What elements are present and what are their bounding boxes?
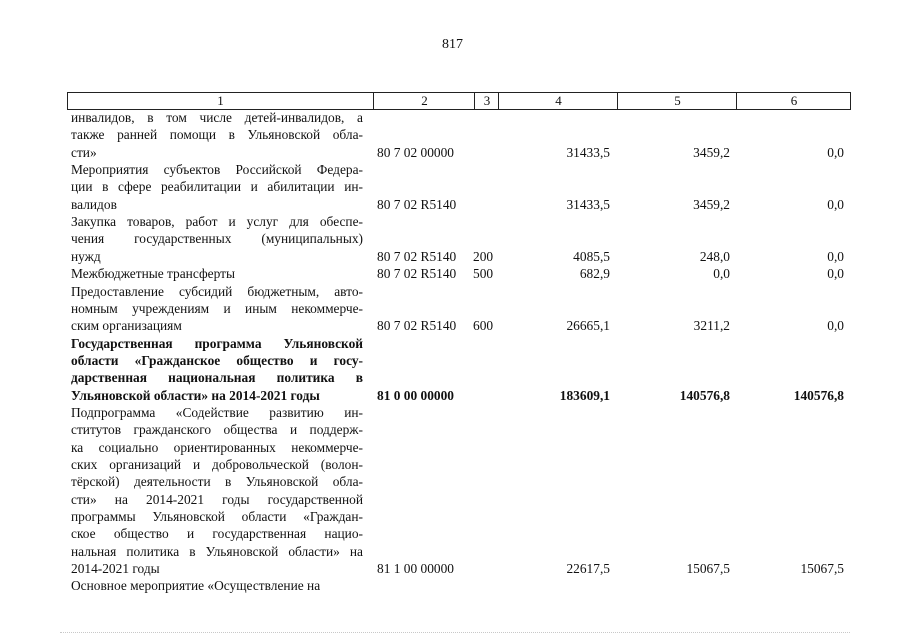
row-description-line: ским организациям (71, 318, 182, 334)
row-value-col6: 15067,5 (800, 561, 844, 577)
row-description-line: Закупка товаров, работ и услуг для обеспе- (71, 214, 363, 230)
row-value-col5: 0,0 (713, 266, 730, 282)
row-value-col5: 3459,2 (693, 144, 730, 160)
header-col-6: 6 (736, 93, 851, 109)
row-expense-type: 600 (473, 318, 494, 334)
row-code: 80 7 02 R5140 (377, 266, 457, 282)
row-value-col4: 31433,5 (566, 196, 610, 212)
row-description-line: Предоставление субсидий бюджетным, авто- (71, 283, 363, 299)
row-value-col6: 0,0 (827, 144, 844, 160)
row-code: 80 7 02 00000 (377, 144, 454, 160)
row-value-col4: 183609,1 (559, 387, 610, 403)
row-value-col6: 0,0 (827, 318, 844, 334)
row-description-line: инвалидов, в том числе детей-инвалидов, а (71, 110, 363, 125)
row-value-col4: 682,9 (579, 266, 610, 282)
header-col-3: 3 (474, 93, 499, 109)
row-description-line: ститутов гражданского общества и поддерж- (71, 422, 363, 438)
row-description-line: Подпрограмма «Содействие развитию ин- (71, 404, 363, 420)
row-value-col5: 3211,2 (693, 318, 730, 334)
row-value-col5: 3459,2 (693, 196, 730, 212)
row-description-line: Государственная программа Ульяновской (71, 335, 363, 351)
row-code: 81 1 00 00000 (377, 561, 454, 577)
row-description-line: 2014-2021 годы (71, 561, 160, 577)
row-description-line: сти» на 2014-2021 годы государственной (71, 491, 363, 507)
row-description-line: ка социально ориентированных некоммерче- (71, 439, 363, 455)
row-code: 80 7 02 R5140 (377, 318, 457, 334)
row-description-line: также ранней помощи в Ульяновской обла- (71, 127, 363, 143)
row-description-line: ции в сфере реабилитации и абилитации ин- (71, 179, 363, 195)
row-value-col6: 140576,8 (793, 387, 844, 403)
row-description-line: номным учреждениям и иным некоммерче- (71, 300, 363, 316)
row-code: 80 7 02 R5140 (377, 196, 457, 212)
row-value-col6: 0,0 (827, 196, 844, 212)
row-description-line: нальная политика в Ульяновской области» на (71, 543, 363, 559)
row-description-line: области «Гражданское общество и госу- (71, 352, 363, 368)
header-col-1: 1 (217, 93, 224, 108)
row-description-line: Мероприятия субъектов Российской Федера- (71, 162, 363, 178)
row-description-line: валидов (71, 196, 117, 212)
header-col-5: 5 (617, 93, 737, 109)
row-value-col5: 248,0 (699, 248, 730, 264)
header-col-2: 2 (373, 93, 475, 109)
row-description-line: сти» (71, 144, 97, 160)
row-description-line: дарственная национальная политика в (71, 370, 363, 386)
page-bottom-edge (60, 632, 850, 633)
row-code: 81 0 00 00000 (377, 387, 454, 403)
row-value-col6: 0,0 (827, 248, 844, 264)
row-description-line: Межбюджетные трансферты (71, 266, 235, 282)
row-description-line: тёрской) деятельности в Ульяновской обла- (71, 474, 363, 490)
page-number: 817 (442, 37, 463, 52)
row-value-col4: 31433,5 (566, 144, 610, 160)
row-description-line: программы Ульяновской области «Граждан- (71, 509, 363, 525)
row-value-col4: 22617,5 (566, 561, 610, 577)
row-value-col5: 140576,8 (679, 387, 730, 403)
row-description-line: Ульяновской области» на 2014-2021 годы (71, 387, 320, 403)
row-value-col5: 15067,5 (686, 561, 730, 577)
row-description-line: чения государственных (муниципальных) (71, 231, 363, 247)
row-value-col6: 0,0 (827, 266, 844, 282)
row-expense-type: 200 (473, 248, 494, 264)
row-description-line: Основное мероприятие «Осуществление на (71, 578, 321, 594)
header-col-4: 4 (498, 93, 618, 109)
row-value-col4: 4085,5 (573, 248, 610, 264)
row-code: 80 7 02 R5140 (377, 248, 457, 264)
row-value-col4: 26665,1 (566, 318, 610, 334)
row-expense-type: 500 (473, 266, 494, 282)
row-description-line: ское общество и государственная нацио- (71, 526, 363, 542)
row-description-line: ских организаций и добровольческой (волон- (71, 457, 363, 472)
row-description-line: нужд (71, 248, 101, 264)
